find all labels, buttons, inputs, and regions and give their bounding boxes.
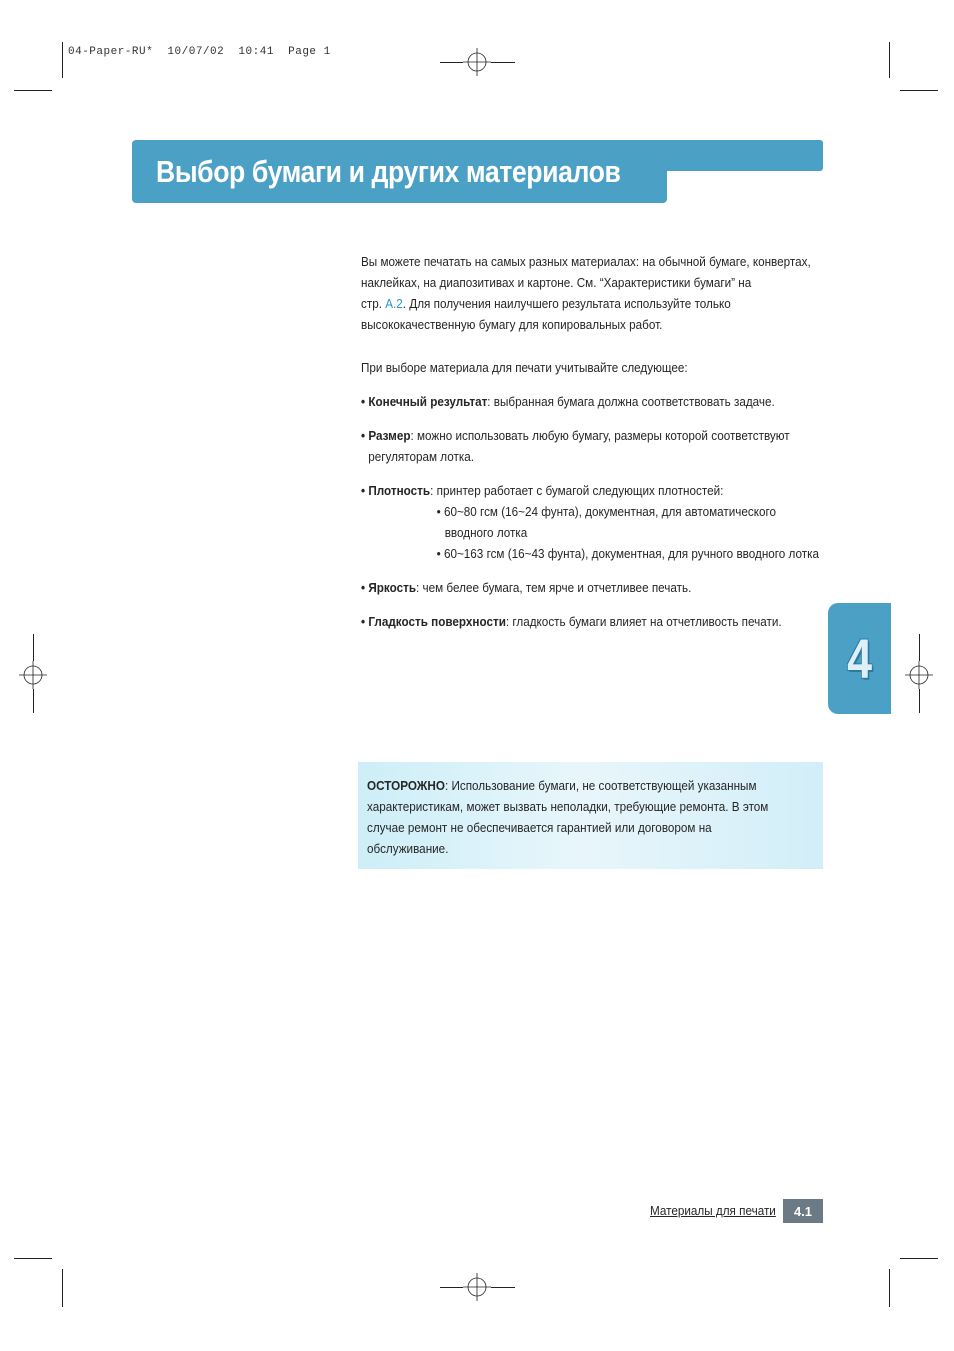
crop-mark	[900, 90, 938, 91]
intro-line: высококачественную бумагу для копировальных работ.	[361, 317, 663, 332]
page-title: Выбор бумаги и других материалов	[156, 153, 621, 189]
crop-mark	[889, 42, 890, 78]
crop-mark	[440, 62, 463, 63]
crop-mark	[919, 689, 920, 713]
list-item	[361, 480, 829, 564]
sublist-continuation: вводного лотка	[444, 525, 528, 540]
bullet-label: • Конечный результат	[361, 394, 488, 409]
caution-box	[358, 762, 823, 869]
list-item	[361, 425, 829, 467]
sublist-text: • 60~80 гсм (16~24 фунта), документная, для автоматического	[436, 504, 776, 519]
crop-mark	[440, 1287, 463, 1288]
bullet-continuation: регуляторам лотка.	[368, 449, 474, 464]
crop-mark	[919, 634, 920, 661]
print-slug: 04-Paper-RU* 10/07/02 10:41 Page 1	[68, 46, 331, 58]
bullet-text: : гладкость бумаги влияет на отчетливость печати.	[505, 614, 782, 629]
crop-mark	[33, 689, 34, 713]
sublist-text: • 60~163 гсм (16~43 фунта), документная, для ручного вводного лотка	[436, 546, 820, 561]
crop-mark	[14, 90, 52, 91]
crop-mark	[900, 1258, 938, 1259]
list-item	[361, 611, 829, 632]
bullet-text: : чем белее бумага, тем ярче и отчетливее печать.	[416, 580, 692, 595]
intro-line: . Для получения наилучшего результата используйте только	[402, 296, 731, 311]
bullet-label: • Гладкость поверхности	[361, 614, 506, 629]
registration-mark-icon	[19, 661, 47, 689]
registration-mark-icon	[463, 48, 491, 76]
footer-section-title: Материалы для печати	[650, 1203, 776, 1218]
bullet-label: • Размер	[361, 428, 411, 443]
crop-mark	[491, 62, 515, 63]
chapter-tab	[828, 603, 891, 714]
intro-line: стр.	[361, 296, 386, 311]
crop-mark	[491, 1287, 515, 1288]
caution-text: обслуживание.	[367, 841, 449, 856]
chapter-number: 4	[847, 627, 872, 690]
caution-text: : Использование бумаги, не соответствующей указанным	[444, 778, 757, 793]
list-item	[361, 391, 829, 412]
intro-paragraph	[361, 251, 829, 335]
bullet-text: : принтер работает с бумагой следующих плотностей:	[430, 483, 724, 498]
crop-mark	[14, 1258, 52, 1259]
crop-mark	[62, 42, 63, 78]
crop-mark	[33, 634, 34, 661]
bullet-label: • Плотность	[361, 483, 431, 498]
crop-mark	[62, 1269, 63, 1307]
registration-mark-icon	[905, 661, 933, 689]
registration-mark-icon	[463, 1273, 491, 1301]
list-item	[361, 577, 829, 598]
page-number-badge: 4.1	[783, 1199, 823, 1223]
sublist-item	[437, 543, 829, 564]
caution-text: характеристикам, может вызвать неполадки, требующие ремонта. В этом	[367, 799, 769, 814]
intro-line: Вы можете печатать на самых разных материалах: на обычной бумаге, конвертах,	[361, 254, 811, 269]
caution-text: случае ремонт не обеспечивается гарантией или договором на	[367, 820, 712, 835]
weight-sublist	[437, 501, 829, 564]
caution-label: ОСТОРОЖНО	[367, 778, 445, 793]
sublist-item	[437, 501, 829, 543]
crop-mark	[889, 1269, 890, 1307]
bullet-label: • Яркость	[361, 580, 417, 595]
intro-line: наклейках, на диапозитивах и картоне. См. “Характеристики бумаги” на	[361, 275, 752, 290]
bullet-text: : можно использовать любую бумагу, размеры которой соответствуют	[410, 428, 790, 443]
bullet-text: : выбранная бумага должна соответствовать задаче.	[487, 394, 775, 409]
lead-sentence: При выборе материала для печати учитывайте следующее:	[361, 360, 688, 375]
page-reference-link[interactable]: A.2	[385, 296, 403, 311]
main-content	[361, 251, 831, 632]
title-band	[132, 140, 667, 203]
